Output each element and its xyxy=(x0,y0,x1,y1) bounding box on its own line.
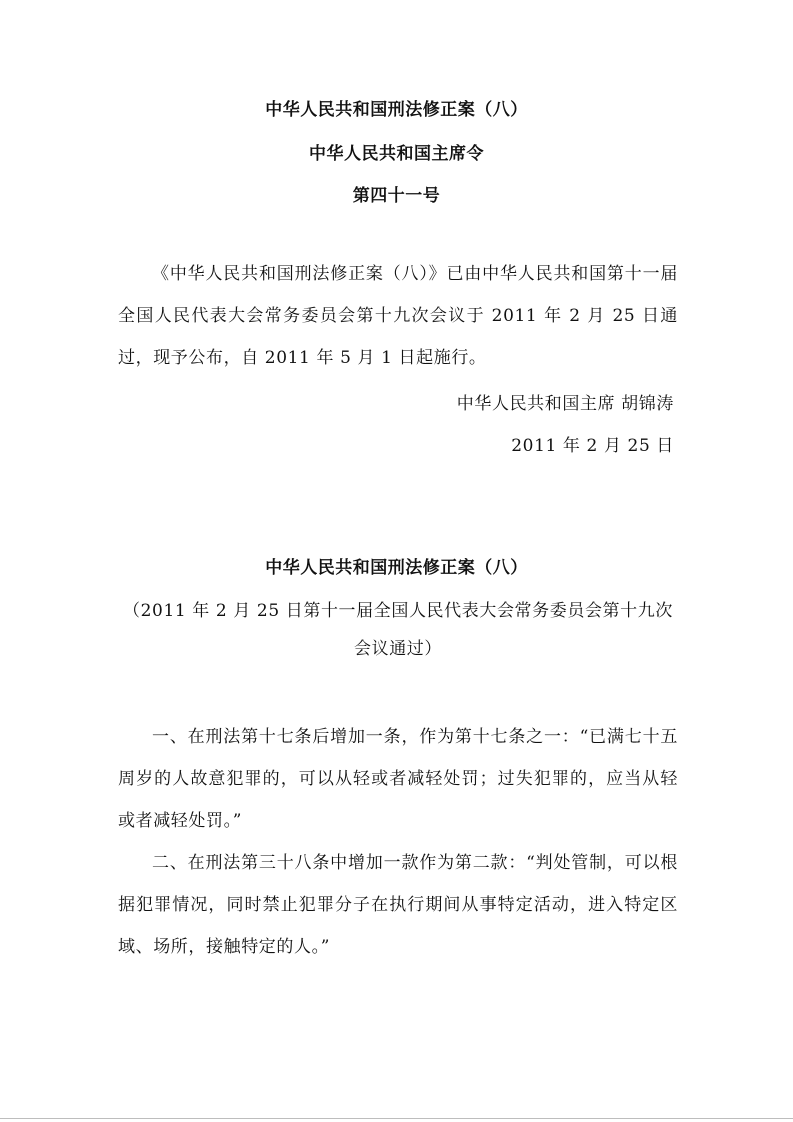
promulgation-paragraph: 《中华人民共和国刑法修正案（八）》已由中华人民共和国第十一届全国人民代表大会常务委员会第十九次会议于 2011 年 2 月 25 日通过，现予公布，自 2011 年 5 月 1 日起施行。 xyxy=(118,264,678,368)
page-bottom-rule xyxy=(0,1118,793,1119)
article-2: 二、在刑法第三十八条中增加一款作为第二款：“判处管制，可以根据犯罪情况，同时禁止犯罪分子在执行期间从事特定活动，进入特定区域、场所，接触特定的人。” xyxy=(118,853,678,957)
amendment-subtitle: （2011 年 2 月 25 日第十一届全国人民代表大会常务委员会第十九次会议通过） xyxy=(123,601,673,659)
document-title: 中华人民共和国刑法修正案（八） xyxy=(265,100,528,120)
order-number: 第四十一号 xyxy=(352,186,441,206)
order-issuer: 中华人民共和国主席令 xyxy=(309,144,484,164)
signature-date: 2011 年 2 月 25 日 xyxy=(511,436,674,456)
amendment-title: 中华人民共和国刑法修正案（八） xyxy=(265,558,528,578)
signature: 中华人民共和国主席 胡锦涛 xyxy=(456,394,674,414)
article-1: 一、在刑法第十七条后增加一条，作为第十七条之一：“已满七十五周岁的人故意犯罪的，可以从轻或者减轻处罚；过失犯罪的，应当从轻或者减轻处罚。” xyxy=(118,727,678,831)
